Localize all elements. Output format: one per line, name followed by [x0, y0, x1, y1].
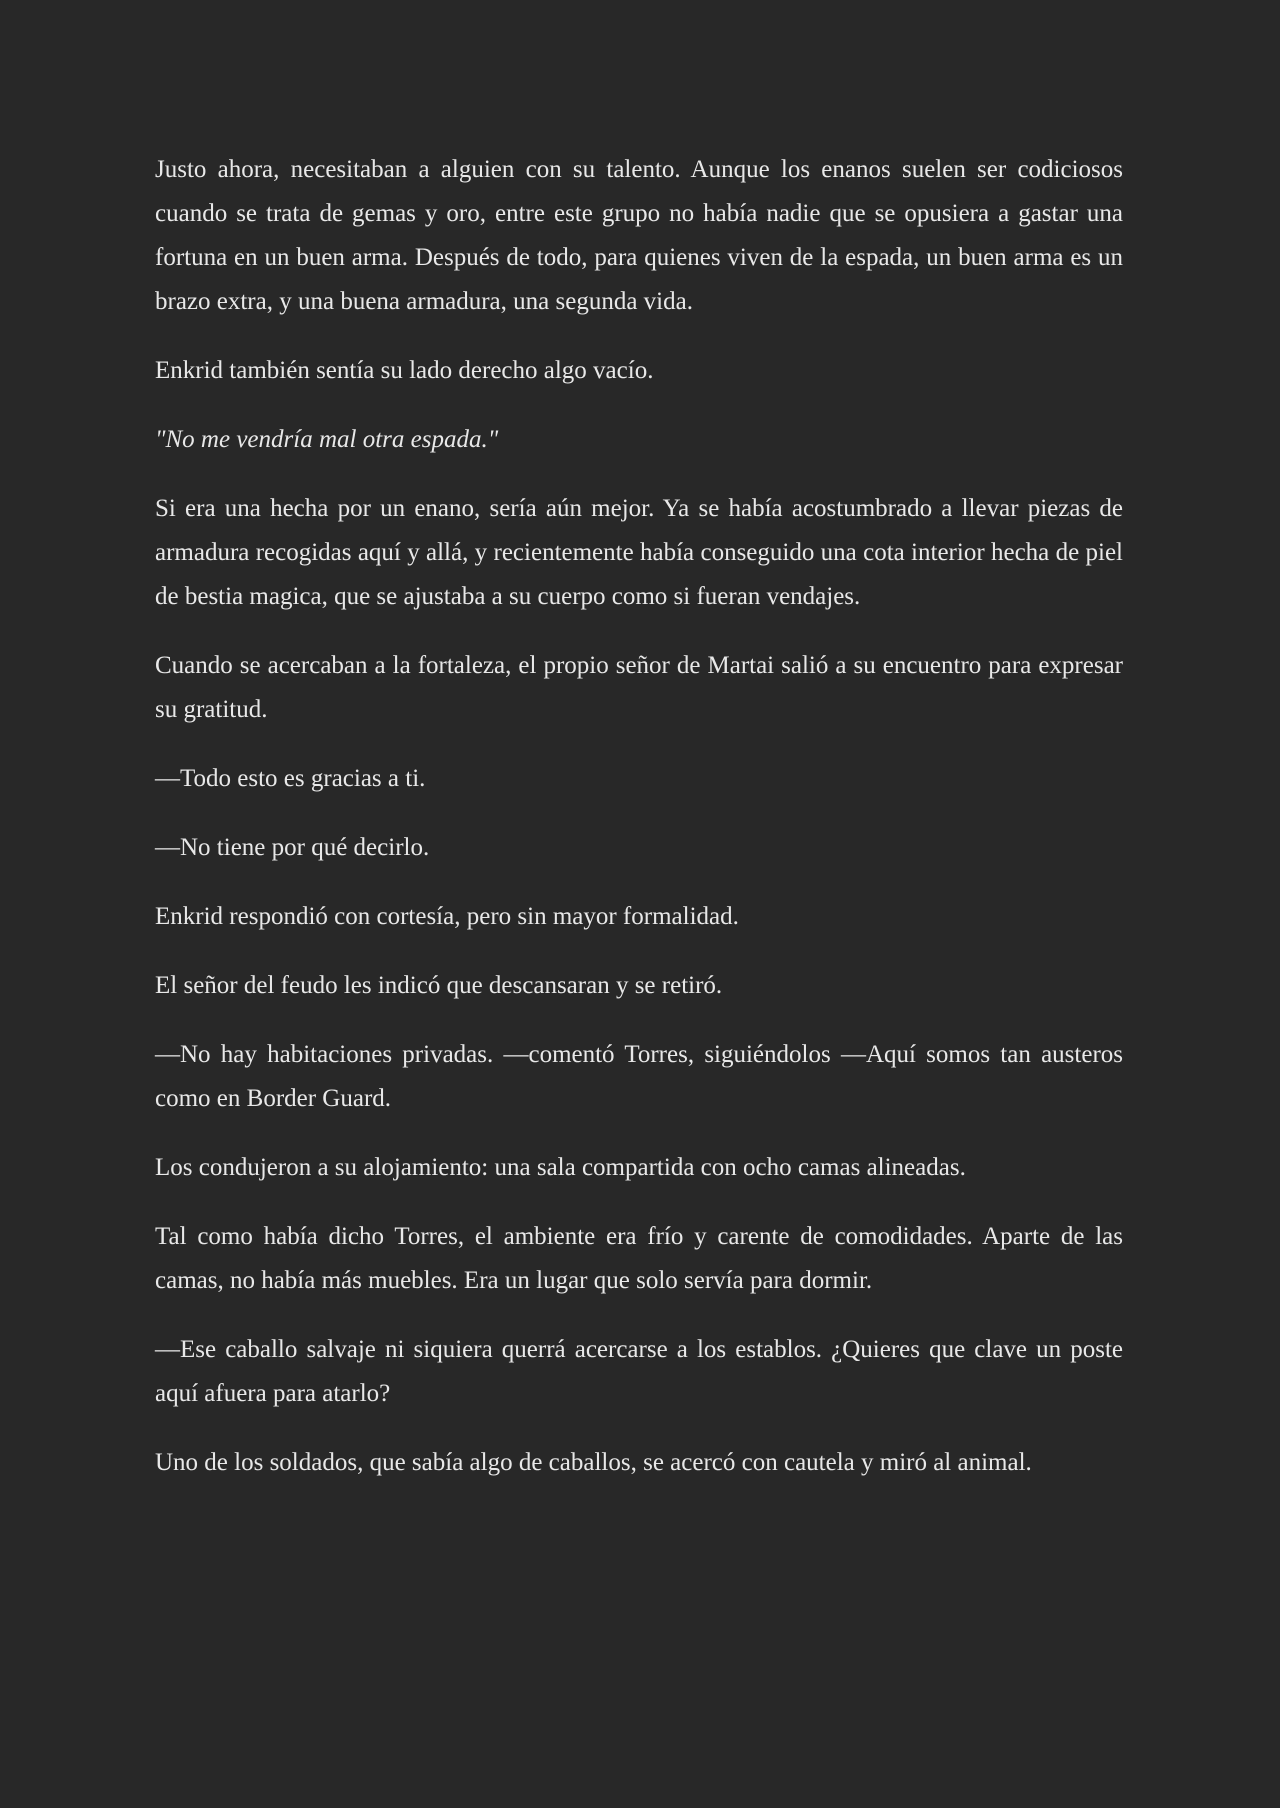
dialogue-line: —Ese caballo salvaje ni siquiera querrá acercarse a los establos. ¿Quieres que clave un poste aquí afuera para atarlo? — [155, 1336, 1123, 1407]
document-page — [155, 148, 1123, 1510]
paragraph: Tal como había dicho Torres, el ambiente era frío y carente de comodidades. Aparte de las camas, no había más muebles. Era un lugar que solo servía para dormir. — [155, 1223, 1123, 1294]
paragraph: Justo ahora, necesitaban a alguien con su talento. Aunque los enanos suelen ser codiciosos cuando se trata de gemas y oro, entre este grupo no había nadie que se opusiera a gastar una fortuna en un buen arma. Después de todo, para quienes viven de la espada, un buen arma es un brazo extra, y una buena armadura, una segunda vida. — [155, 156, 1123, 315]
paragraph: Uno de los soldados, que sabía algo de caballos, se acercó con cautela y miró al animal. — [155, 1449, 1032, 1476]
paragraph: Los condujeron a su alojamiento: una sala compartida con ocho camas alineadas. — [155, 1154, 966, 1181]
dialogue-line: —No hay habitaciones privadas. —comentó Torres, siguiéndolos —Aquí somos tan austeros como en Border Guard. — [155, 1041, 1123, 1112]
paragraph: Si era una hecha por un enano, sería aún mejor. Ya se había acostumbrado a llevar piezas de armadura recogidas aquí y allá, y recientemente había conseguido una cota interior hecha de piel de bestia magica, que se ajustaba a su cuerpo como si fueran vendajes. — [155, 495, 1123, 610]
paragraph: Enkrid también sentía su lado derecho algo vacío. — [155, 357, 654, 384]
paragraph: Cuando se acercaban a la fortaleza, el propio señor de Martai salió a su encuentro para expresar su gratitud. — [155, 652, 1123, 723]
dialogue-line: —No tiene por qué decirlo. — [155, 834, 430, 861]
paragraph: Enkrid respondió con cortesía, pero sin mayor formalidad. — [155, 903, 739, 930]
paragraph: El señor del feudo les indicó que descansaran y se retiró. — [155, 972, 723, 999]
paragraph-thought: "No me vendría mal otra espada." — [155, 426, 499, 453]
dialogue-line: —Todo esto es gracias a ti. — [155, 765, 426, 792]
